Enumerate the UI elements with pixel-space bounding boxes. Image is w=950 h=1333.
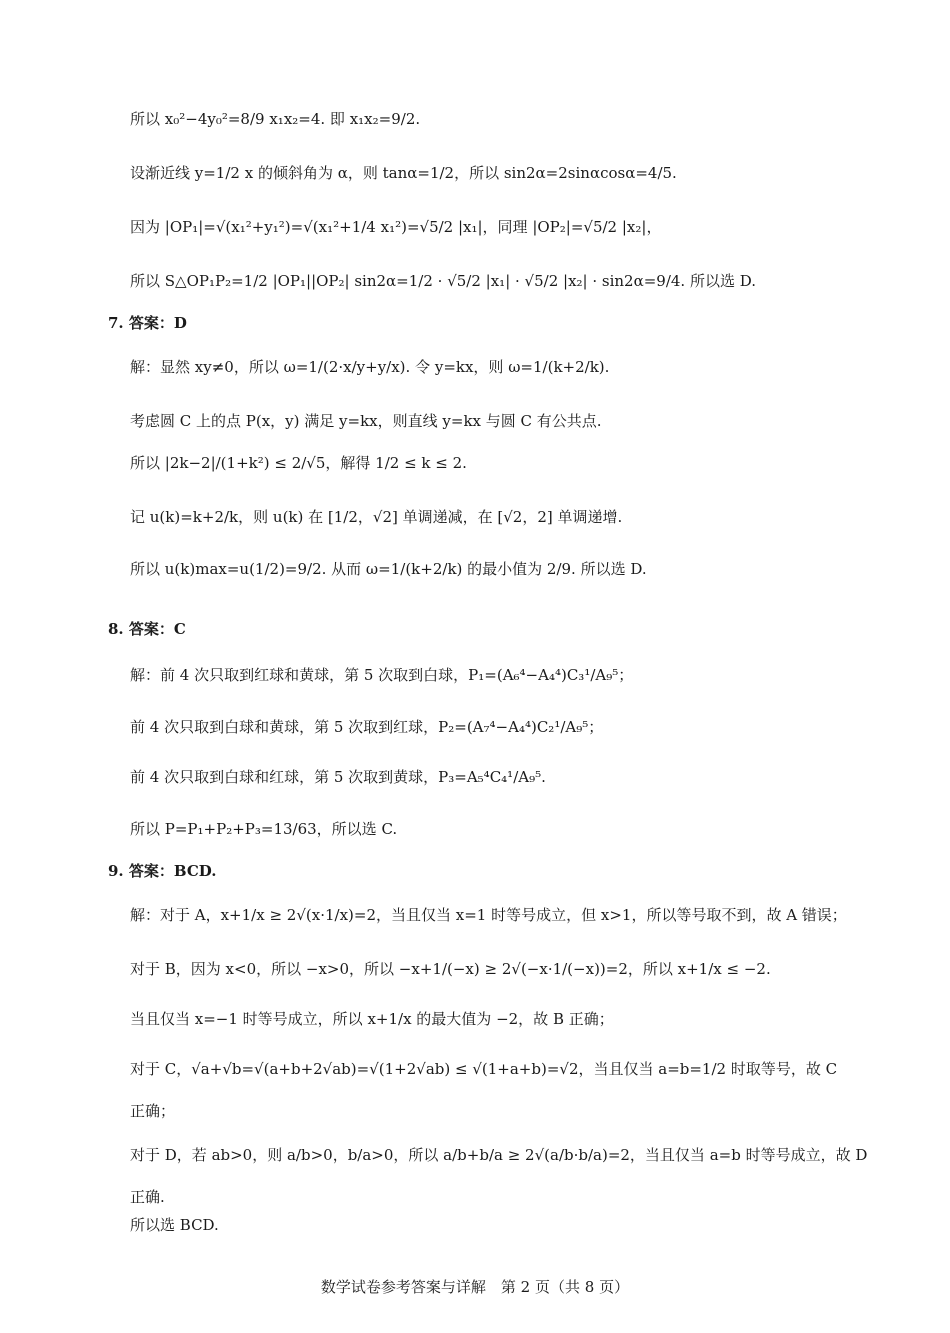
text-line: 所以 x₀²−4y₀²=8/9 x₁x₂=4. 即 x₁x₂=9/2. [130, 110, 421, 128]
text-line: 设渐近线 y=1/2 x 的倾斜角为 α，则 tanα=1/2，所以 sin2α=2sinαcosα=4/5. [130, 164, 677, 182]
text-line: 前 4 次只取到白球和红球，第 5 次取到黄球，P₃=A₅⁴C₄¹/A₉⁵. [130, 768, 546, 786]
text-line: 解：显然 xy≠0，所以 ω=1/(2·x/y+y/x). 令 y=kx，则 ω=1/(k+2/k). [130, 358, 610, 376]
text-line: 考虑圆 C 上的点 P(x，y) 满足 y=kx，则直线 y=kx 与圆 C 有公共点. [130, 412, 602, 430]
text-line: 解：对于 A，x+1/x ≥ 2√(x·1/x)=2，当且仅当 x=1 时等号成立，但 x>1，所以等号取不到，故 A 错误； [130, 906, 847, 924]
text-line: 所以 P=P₁+P₂+P₃=13/63，所以选 C. [130, 820, 398, 838]
page-footer: 数学试卷参考答案与详解 第 2 页（共 8 页） [320, 1278, 630, 1296]
answer-heading-8: 8. 答案：C [108, 620, 186, 638]
text-line: 对于 B，因为 x<0，所以 −x>0，所以 −x+1/(−x) ≥ 2√(−x·1/(−x))=2，所以 x+1/x ≤ −2. [130, 960, 771, 978]
text-line: 解：前 4 次只取到红球和黄球，第 5 次取到白球，P₁=(A₆⁴−A₄⁴)C₃¹/A₉⁵； [130, 666, 634, 684]
text-line: 对于 D，若 ab>0，则 a/b>0，b/a>0，所以 a/b+b/a ≥ 2√(a/b·b/a)=2，当且仅当 a=b 时等号成立，故 D [130, 1146, 868, 1164]
text-line: 当且仅当 x=−1 时等号成立，所以 x+1/x 的最大值为 −2，故 B 正确； [130, 1010, 614, 1028]
text-line: 所以 u(k)max=u(1/2)=9/2. 从而 ω=1/(k+2/k) 的最小值为 2/9. 所以选 D. [130, 560, 647, 578]
text-line: 正确； [130, 1102, 176, 1120]
text-line: 所以 |2k−2|/(1+k²) ≤ 2/√5，解得 1/2 ≤ k ≤ 2. [130, 454, 467, 472]
answer-heading-7: 7. 答案：D [108, 314, 187, 332]
text-line: 前 4 次只取到白球和黄球，第 5 次取到红球，P₂=(A₇⁴−A₄⁴)C₂¹/A₉⁵； [130, 718, 604, 736]
text-line: 所以 S△OP₁P₂=1/2 |OP₁||OP₂| sin2α=1/2 · √5/2 |x₁| · √5/2 |x₂| · sin2α=9/4. 所以选 D. [130, 272, 757, 290]
text-line: 正确. [130, 1188, 165, 1206]
text-line: 所以选 BCD. [130, 1216, 219, 1234]
answer-heading-9: 9. 答案：BCD. [108, 862, 217, 880]
text-line: 记 u(k)=k+2/k，则 u(k) 在 [1/2，√2] 单调递减，在 [√2，2] 单调递增. [130, 508, 623, 526]
text-line: 因为 |OP₁|=√(x₁²+y₁²)=√(x₁²+1/4 x₁²)=√5/2 |x₁|，同理 |OP₂|=√5/2 |x₂|， [130, 218, 662, 236]
text-line: 对于 C，√a+√b=√(a+b+2√ab)=√(1+2√ab) ≤ √(1+a+b)=√2，当且仅当 a=b=1/2 时取等号，故 C [130, 1060, 838, 1078]
